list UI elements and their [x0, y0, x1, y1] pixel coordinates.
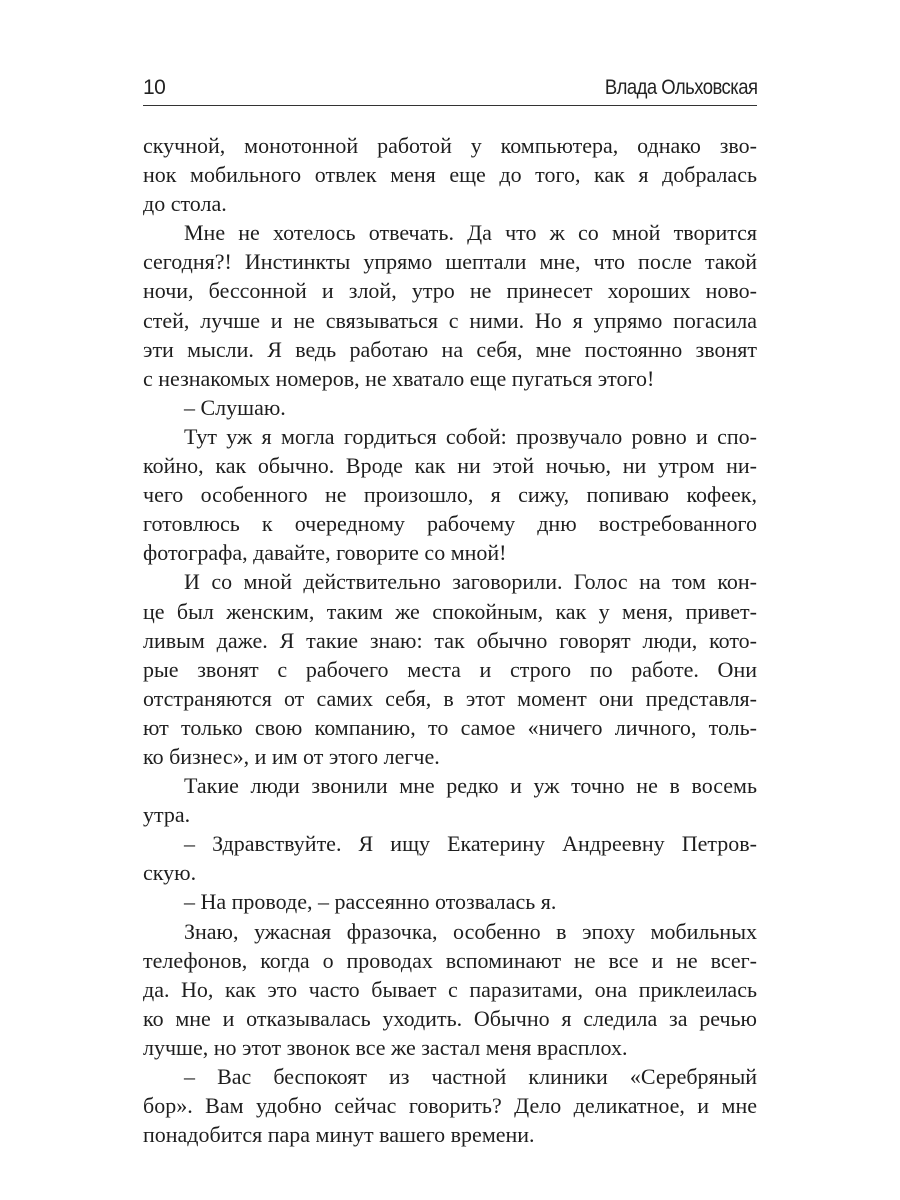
- text-line: сегодня?! Инстинкты упрямо шептали мне, что после такой: [143, 249, 757, 275]
- text-line: отстраняются от самих себя, в этот момент они представля-: [143, 685, 757, 711]
- text-line: ко бизнес», и им от этого легче.: [143, 743, 440, 769]
- text-line: рые звонят с рабочего места и строго по работе. Они: [143, 656, 757, 682]
- page-number: 10: [143, 76, 166, 99]
- text-line: чего особенного не произошло, я сижу, попиваю кофеек,: [143, 482, 757, 508]
- author-name: Влада Ольховская: [604, 76, 757, 99]
- text-line: эти мысли. Я ведь работаю на себя, мне постоянно звонят: [143, 336, 757, 362]
- text-line: ливым даже. Я такие знаю: так обычно говорят люди, кото-: [143, 627, 757, 653]
- text-line: ют только свою компанию, то самое «ничего личного, толь-: [143, 714, 757, 740]
- text-line: утра.: [143, 802, 191, 828]
- text-line: Знаю, ужасная фразочка, особенно в эпоху мобильных: [184, 918, 757, 944]
- header-rule: [143, 105, 757, 106]
- text-line: да. Но, как это часто бывает с паразитами, она приклеилась: [143, 976, 757, 1002]
- text-line: – Здравствуйте. Я ищу Екатерину Андреевну Петров-: [184, 831, 757, 857]
- text-line: с незнакомых номеров, не хватало еще пугаться этого!: [143, 365, 655, 391]
- book-page: [143, 0, 757, 1200]
- text-line: ко мне и отказывалась уходить. Обычно я следила за речью: [143, 1005, 757, 1031]
- text-line: до стола.: [143, 191, 227, 217]
- text-line: Тут уж я могла гордиться собой: прозвучало ровно и спо-: [184, 423, 757, 449]
- text-line: фотографа, давайте, говорите со мной!: [143, 540, 507, 566]
- running-header: [143, 76, 757, 106]
- text-line: стей, лучше и не связываться с ними. Но я упрямо погасила: [143, 307, 757, 333]
- text-line: Такие люди звонили мне редко и уж точно не в восемь: [184, 773, 757, 799]
- text-line: нок мобильного отвлек меня еще до того, как я добралась: [143, 162, 757, 188]
- text-line: койно, как обычно. Вроде как ни этой ночью, ни утром ни-: [143, 453, 757, 479]
- body-text: [143, 131, 757, 1149]
- text-line: ночи, бессонной и злой, утро не принесет хороших ново-: [143, 278, 757, 304]
- text-line: скую.: [143, 860, 197, 886]
- text-line: – Слушаю.: [184, 394, 286, 420]
- text-line: це был женским, таким же спокойным, как у меня, привет-: [143, 598, 757, 624]
- text-line: Мне не хотелось отвечать. Да что ж со мной творится: [184, 220, 757, 246]
- text-line: готовлюсь к очередному рабочему дню востребованного: [143, 511, 757, 537]
- text-line: лучше, но этот звонок все же застал меня врасплох.: [143, 1034, 628, 1060]
- text-line: – На проводе, – рассеянно отозвалась я.: [184, 889, 557, 915]
- text-line: И со мной действительно заговорили. Голос на том кон-: [184, 569, 757, 595]
- text-line: скучной, монотонной работой у компьютера, однако зво-: [143, 133, 757, 158]
- text-line: понадобится пара минут вашего времени.: [143, 1122, 535, 1148]
- text-line: телефонов, когда о проводах вспоминают не все и не всег-: [143, 947, 757, 973]
- text-line: – Вас беспокоят из частной клиники «Серебряный: [184, 1064, 757, 1089]
- text-line: бор». Вам удобно сейчас говорить? Дело деликатное, и мне: [143, 1093, 757, 1119]
